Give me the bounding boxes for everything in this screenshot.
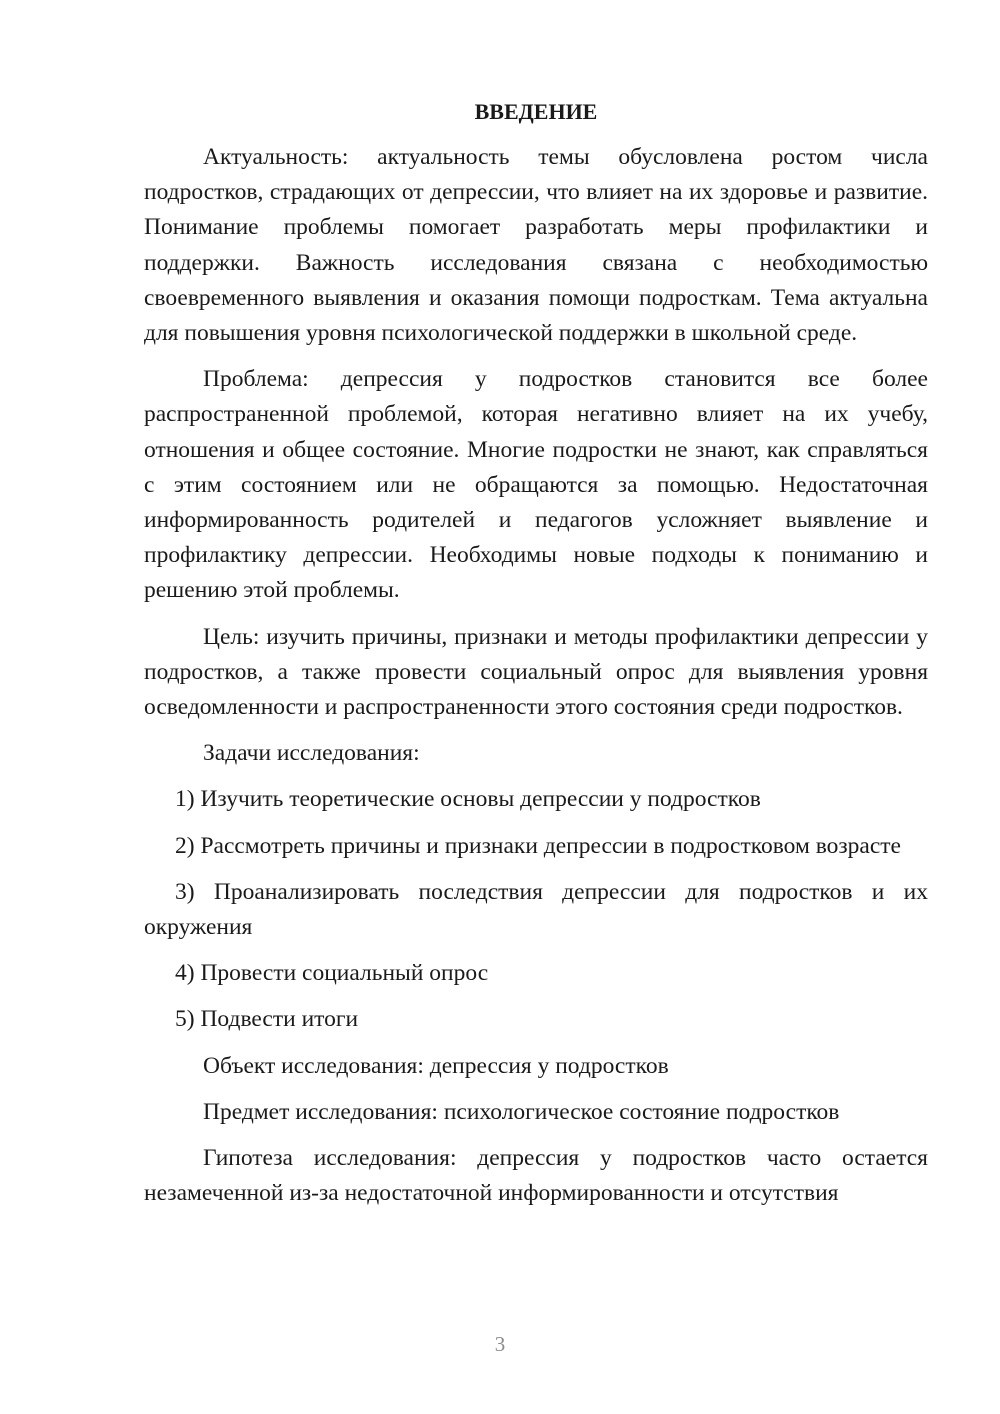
page-content [144, 94, 928, 1222]
page-number: 3 [494, 1332, 506, 1356]
paragraph-goal: Цель: изучить причины, признаки и методы профилактики депрессии у подростков, а также провести социальный опрос для выявления уровня осведомленности и распространенности этого состояния среди подростков. [144, 623, 928, 721]
paragraph-subject: Предмет исследования: психологическое состояние подростков [203, 1098, 840, 1125]
paragraph-tasks-heading: Задачи исследования: [203, 740, 420, 767]
paragraph-object: Объект исследования: депрессия у подростков [203, 1052, 669, 1079]
paragraph-relevance: Актуальность: актуальность темы обусловлена ростом числа подростков, страдающих от депрессии, что влияет на их здоровье и развитие. Понимание проблемы помогает разработать меры профилактики и поддержки. Важность исследования связана с необходимостью своевременного выявления и оказания помощи подросткам. Тема актуальна для повышения уровня психологической поддержки в школьной среде. [144, 144, 928, 347]
task-item: 4) Провести социальный опрос [175, 960, 489, 987]
task-item: 1) Изучить теоретические основы депрессии у подростков [175, 786, 761, 813]
task-item: 3) Проанализировать последствия депрессии для подростков и их окружения [144, 878, 928, 941]
task-item: 2) Рассмотреть причины и признаки депрессии в подростковом возрасте [175, 832, 901, 859]
section-title: ВВЕДЕНИЕ [474, 99, 598, 124]
paragraph-hypothesis: Гипотеза исследования: депрессия у подростков часто остается незамеченной из-за недостаточной информированности и отсутствия [144, 1145, 928, 1207]
paragraph-problem: Проблема: депрессия у подростков становится все более распространенной проблемой, которая негативно влияет на их учебу, отношения и общее состояние. Многие подростки не знают, как справляться с этим состоянием или не обращаются за помощью. Недостаточная информированность родителей и педагогов усложняет выявление и профилактику депрессии. Необходимы новые подходы к пониманию и решению этой проблемы. [144, 366, 928, 604]
task-item: 5) Подвести итоги [175, 1006, 359, 1033]
